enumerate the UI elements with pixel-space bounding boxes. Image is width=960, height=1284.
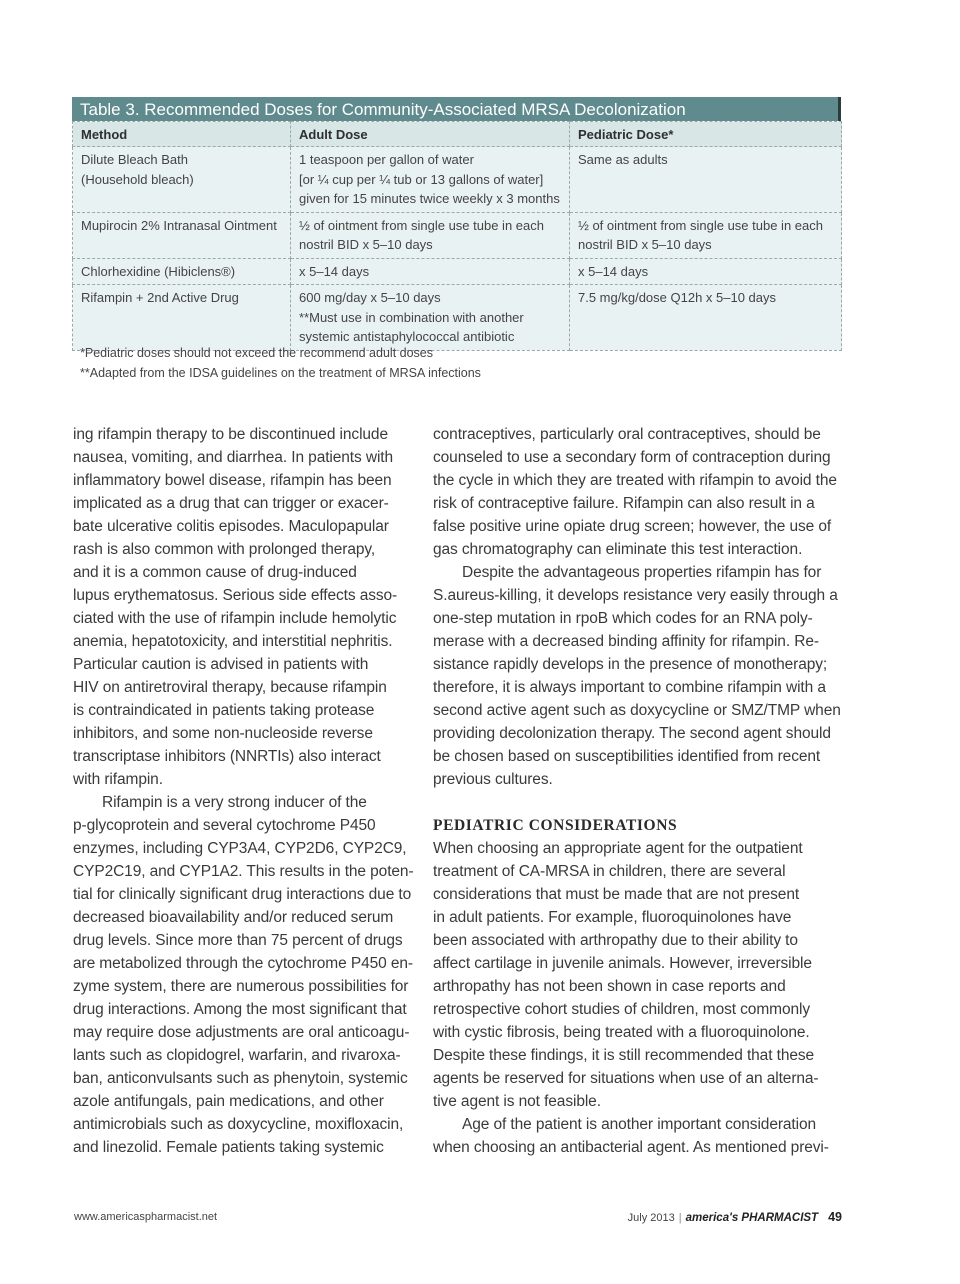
- cell-line: Chlorhexidine (Hibiclens®): [81, 263, 236, 279]
- text-line: counseled to use a secondary form of contraception during: [433, 449, 831, 466]
- cell-line: systemic antistaphylococcal antibiotic: [299, 329, 515, 344]
- right-column-text: [433, 837, 843, 1159]
- text-line: bate ulcerative colitis episodes. Maculopapular: [73, 518, 389, 535]
- cell-line: **Must use in combination with another: [299, 309, 524, 325]
- header-pediatric-dose: Pediatric Dose*: [570, 122, 842, 147]
- text-line: may require dose adjustments are oral anticoagu-: [73, 1024, 410, 1041]
- footer-date: July 2013: [627, 1212, 675, 1224]
- text-line: arthropathy has not been shown in case reports and: [433, 978, 786, 995]
- cell-adult-dose: [291, 258, 570, 285]
- text-line: been associated with arthropathy due to their ability to: [433, 932, 798, 949]
- text-line: are metabolized through the cytochrome P450 en-: [73, 955, 413, 972]
- cell-line: 600 mg/day x 5–10 days: [299, 290, 441, 305]
- text-line: antimicrobials such as doxycycline, moxifloxacin,: [73, 1116, 404, 1133]
- page-number: 49: [828, 1210, 842, 1224]
- footer-issue: [628, 1210, 842, 1224]
- text-line: Despite the advantageous properties rifampin has for: [462, 564, 822, 581]
- cell-pediatric-dose: [570, 212, 842, 258]
- cell-line: x 5–14 days: [299, 263, 370, 279]
- text-line: When choosing an appropriate agent for the outpatient: [433, 840, 803, 857]
- cell-method: [73, 212, 291, 258]
- text-line: Rifampin is a very strong inducer of the: [102, 794, 367, 811]
- cell-adult-dose: [291, 147, 570, 213]
- text-line: false positive urine opiate drug screen; however, the use of: [433, 518, 832, 535]
- text-line: zyme system, there are numerous possibilities for: [73, 978, 409, 995]
- text-line: and it is a common cause of drug-induced: [73, 564, 357, 581]
- dose-table-grid: [72, 121, 842, 351]
- text-line: drug levels. Since more than 75 percent of drugs: [73, 932, 403, 949]
- text-line: lants such as clopidogrel, warfarin, and rivaroxa-: [73, 1047, 401, 1064]
- text-line: anemia, hepatotoxicity, and interstitial nephritis.: [73, 633, 393, 650]
- text-line: ciated with the use of rifampin include hemolytic: [73, 610, 397, 627]
- cell-pediatric-dose: [570, 285, 842, 351]
- text-line: one-step mutation in rpoB which codes for an RNA poly-: [433, 610, 813, 627]
- section-heading: PEDIATRIC CONSIDERATIONS: [433, 817, 678, 834]
- footer-separator: |: [678, 1212, 682, 1224]
- table-row: [73, 147, 842, 213]
- cell-line: 1 teaspoon per gallon of water: [299, 152, 474, 167]
- cell-method: [73, 258, 291, 285]
- text-line: providing decolonization therapy. The second agent should: [433, 725, 831, 742]
- table-row: [73, 212, 842, 258]
- cell-line: nostril BID x 5–10 days: [299, 237, 433, 252]
- text-line: enzymes, including CYP3A4, CYP2D6, CYP2C9,: [73, 840, 407, 857]
- text-line: inhibitors, and some non-nucleoside reverse: [73, 725, 373, 742]
- table-footnotes: [80, 344, 481, 383]
- footnote: **Adapted from the IDSA guidelines on the treatment of MRSA infections: [80, 365, 481, 380]
- cell-line: x 5–14 days: [578, 263, 649, 279]
- cell-line: given for 15 minutes twice weekly x 3 months: [299, 191, 560, 206]
- cell-line: Mupirocin 2% Intranasal Ointment: [81, 217, 277, 233]
- text-line: azole antifungals, pain medications, and other: [73, 1093, 384, 1110]
- text-line: retrospective cohort studies of children, most commonly: [433, 1001, 810, 1018]
- header-adult-dose: Adult Dose: [291, 122, 570, 147]
- text-line: when choosing an antibacterial agent. As mentioned previ-: [433, 1139, 829, 1156]
- text-line: Despite these findings, it is still recommended that these: [433, 1047, 815, 1064]
- cell-adult-dose: [291, 212, 570, 258]
- text-line: implicated as a drug that can trigger or exacer-: [73, 495, 389, 512]
- article-right-column: [433, 423, 843, 1159]
- text-line: p-glycoprotein and several cytochrome P450: [73, 817, 376, 834]
- text-line: lupus erythematosus. Serious side effects asso-: [73, 587, 398, 604]
- text-line: ing rifampin therapy to be discontinued include: [73, 426, 388, 443]
- magazine-name: america's PHARMACIST: [685, 1212, 819, 1224]
- cell-method: [73, 285, 291, 351]
- text-line: inflammatory bowel disease, rifampin has been: [73, 472, 392, 489]
- table-header-row: [73, 122, 842, 147]
- text-line: therefore, it is always important to combine rifampin with a: [433, 679, 826, 696]
- text-line: Age of the patient is another important consideration: [462, 1116, 817, 1133]
- cell-line: ½ of ointment from single use tube in each: [299, 217, 544, 233]
- text-line: gas chromatography can eliminate this test interaction.: [433, 541, 803, 558]
- text-line: tive agent is not feasible.: [433, 1093, 601, 1110]
- text-line: drug interactions. Among the most significant that: [73, 1001, 407, 1018]
- text-line: second active agent such as doxycycline or SMZ/TMP when: [433, 702, 841, 719]
- cell-line: [or ¼ cup per ¼ tub or 13 gallons of water]: [299, 171, 544, 187]
- cell-line: ½ of ointment from single use tube in each: [578, 217, 823, 233]
- text-line: transcriptase inhibitors (NNRTIs) also interact: [73, 748, 381, 765]
- text-line: the cycle in which they are treated with rifampin to avoid the: [433, 472, 837, 489]
- text-line: decreased bioavailability and/or reduced serum: [73, 909, 394, 926]
- cell-pediatric-dose: [570, 147, 842, 213]
- text-line: HIV on antiretroviral therapy, because rifampin: [73, 679, 387, 696]
- text-line: agents be reserved for situations when use of an alterna-: [433, 1070, 819, 1087]
- cell-line: Dilute Bleach Bath: [81, 152, 188, 167]
- text-line: CYP2C19, and CYP1A2. This results in the poten-: [73, 863, 414, 880]
- text-line: Particular caution is advised in patients with: [73, 656, 369, 673]
- header-method: Method: [73, 122, 291, 147]
- text-line: rash is also common with prolonged therapy,: [73, 541, 376, 558]
- text-line: sistance rapidly develops in the presence of monotherapy;: [433, 656, 828, 673]
- text-line: treatment of CA-MRSA in children, there are several: [433, 863, 786, 880]
- text-line: and linezolid. Female patients taking systemic: [73, 1139, 384, 1156]
- text-line: merase with a decreased binding affinity for rifampin. Re-: [433, 633, 819, 650]
- text-line: considerations that must be made that are not present: [433, 886, 800, 903]
- footer-website: www.americaspharmacist.net: [74, 1211, 218, 1223]
- text-line: is contraindicated in patients taking protease: [73, 702, 375, 719]
- cell-pediatric-dose: [570, 258, 842, 285]
- text-line: S.aureus-killing, it develops resistance very easily through a: [433, 587, 838, 604]
- cell-adult-dose: [291, 285, 570, 351]
- dose-table: [72, 97, 841, 351]
- text-line: affect cartilage in juvenile animals. However, irreversible: [433, 955, 812, 972]
- text-line: contraceptives, particularly oral contraceptives, should be: [433, 426, 821, 443]
- cell-method: [73, 147, 291, 213]
- text-line: tial for clinically significant drug interactions due to: [73, 886, 412, 903]
- article-left-column: [73, 423, 418, 1159]
- text-line: with rifampin.: [73, 771, 163, 788]
- table-row: [73, 285, 842, 351]
- right-column-text: [433, 423, 843, 791]
- cell-line: Same as adults: [578, 152, 668, 167]
- cell-line: 7.5 mg/kg/dose Q12h x 5–10 days: [578, 290, 777, 305]
- cell-line: nostril BID x 5–10 days: [578, 237, 712, 252]
- cell-line: Rifampin + 2nd Active Drug: [81, 290, 239, 305]
- text-line: previous cultures.: [433, 771, 553, 788]
- footnote: *Pediatric doses should not exceed the recommend adult doses: [80, 346, 433, 360]
- text-line: with cystic fibrosis, being treated with a fluoroquinolone.: [433, 1024, 810, 1041]
- text-line: ban, anticonvulsants such as phenytoin, systemic: [73, 1070, 408, 1087]
- text-line: be chosen based on susceptibilities identified from recent: [433, 748, 821, 765]
- text-line: nausea, vomiting, and diarrhea. In patients with: [73, 449, 394, 466]
- cell-line: (Household bleach): [81, 171, 194, 187]
- text-line: risk of contraceptive failure. Rifampin can also result in a: [433, 495, 815, 512]
- table-title: Table 3. Recommended Doses for Community-Associated MRSA Decolonization: [72, 97, 841, 121]
- text-line: in adult patients. For example, fluoroquinolones have: [433, 909, 792, 926]
- table-row: [73, 258, 842, 285]
